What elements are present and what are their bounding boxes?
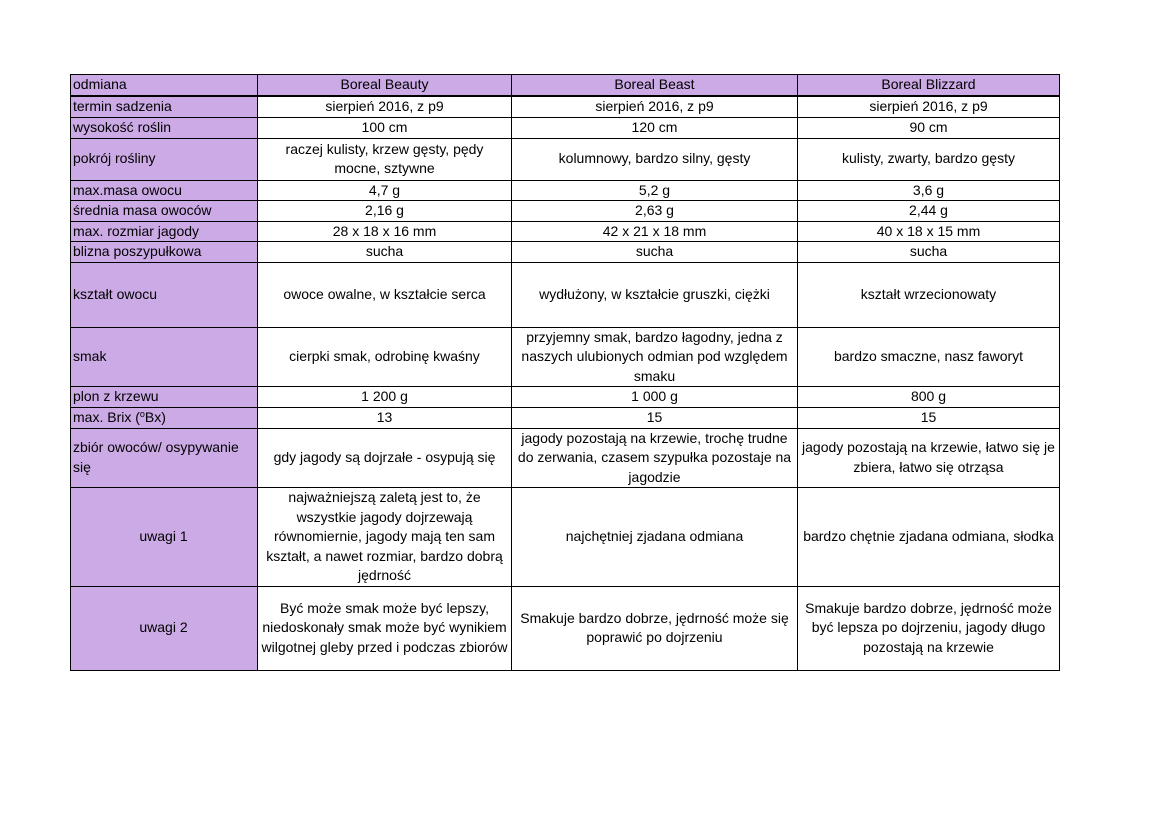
table-cell: 15 bbox=[798, 407, 1060, 428]
table-cell: 40 x 18 x 15 mm bbox=[798, 221, 1060, 242]
table-cell: raczej kulisty, krzew gęsty, pędy mocne, sztywne bbox=[258, 138, 512, 180]
table-row bbox=[71, 96, 1060, 118]
table-row bbox=[71, 327, 1060, 387]
table-row bbox=[71, 262, 1060, 327]
row-label: uwagi 2 bbox=[71, 586, 258, 670]
row-label: blizna poszypułkowa bbox=[71, 242, 258, 263]
table-row bbox=[71, 387, 1060, 408]
table-cell: 3,6 g bbox=[798, 180, 1060, 201]
table-row bbox=[71, 180, 1060, 201]
table-cell: 15 bbox=[512, 407, 798, 428]
table-cell: przyjemny smak, bardzo łagodny, jedna z naszych ulubionych odmian pod względem smaku bbox=[512, 327, 798, 387]
comparison-table bbox=[70, 74, 1060, 671]
table-cell: 13 bbox=[258, 407, 512, 428]
header-variety-beast: Boreal Beast bbox=[512, 75, 798, 96]
table-cell: 1 000 g bbox=[512, 387, 798, 408]
brix-label-prefix: max. Brix ( bbox=[73, 408, 140, 425]
degree-superscript: o bbox=[139, 408, 145, 419]
table-cell: 28 x 18 x 16 mm bbox=[258, 221, 512, 242]
table-cell: bardzo chętnie zjadana odmiana, słodka bbox=[798, 488, 1060, 587]
header-variety-beauty: Boreal Beauty bbox=[258, 75, 512, 96]
table-row bbox=[71, 118, 1060, 139]
table-cell: 2,44 g bbox=[798, 201, 1060, 222]
row-label: wysokość roślin bbox=[71, 118, 258, 139]
table-cell: sucha bbox=[258, 242, 512, 263]
table-cell: cierpki smak, odrobinę kwaśny bbox=[258, 327, 512, 387]
table-row bbox=[71, 242, 1060, 263]
table-cell: gdy jagody są dojrzałe - osypują się bbox=[258, 428, 512, 488]
table-cell: Smakuje bardzo dobrze, jędrność może się poprawić po dojrzeniu bbox=[512, 586, 798, 670]
table-cell: 42 x 21 x 18 mm bbox=[512, 221, 798, 242]
brix-label-suffix: Bx) bbox=[144, 408, 166, 425]
table-row bbox=[71, 201, 1060, 222]
header-label-cell: odmiana bbox=[71, 75, 258, 96]
table-row bbox=[71, 138, 1060, 180]
table-cell: sierpień 2016, z p9 bbox=[512, 96, 798, 118]
table-cell: najchętniej zjadana odmiana bbox=[512, 488, 798, 587]
row-label: smak bbox=[71, 327, 258, 387]
table-cell: sucha bbox=[798, 242, 1060, 263]
table-cell: sierpień 2016, z p9 bbox=[258, 96, 512, 118]
table-row bbox=[71, 407, 1060, 428]
table-row bbox=[71, 221, 1060, 242]
table-cell: Być może smak może być lepszy, niedoskonały smak może być wynikiem wilgotnej gleby przed i podczas zbiorów bbox=[258, 586, 512, 670]
row-label: uwagi 1 bbox=[71, 488, 258, 587]
table-cell: 100 cm bbox=[258, 118, 512, 139]
table-row bbox=[71, 488, 1060, 587]
row-label: termin sadzenia bbox=[71, 96, 258, 118]
table-cell: kulisty, zwarty, bardzo gęsty bbox=[798, 138, 1060, 180]
table-cell: Smakuje bardzo dobrze, jędrność może być lepsza po dojrzeniu, jagody długo pozostają na krzewie bbox=[798, 586, 1060, 670]
row-label: plon z krzewu bbox=[71, 387, 258, 408]
row-label-brix bbox=[71, 407, 258, 428]
table-cell: jagody pozostają na krzewie, łatwo się je zbiera, łatwo się otrząsa bbox=[798, 428, 1060, 488]
table-cell: kolumnowy, bardzo silny, gęsty bbox=[512, 138, 798, 180]
table-cell: 1 200 g bbox=[258, 387, 512, 408]
table-cell: 120 cm bbox=[512, 118, 798, 139]
table-cell: wydłużony, w kształcie gruszki, ciężki bbox=[512, 262, 798, 327]
table-cell: bardzo smaczne, nasz faworyt bbox=[798, 327, 1060, 387]
row-label: max. rozmiar jagody bbox=[71, 221, 258, 242]
row-label: zbiór owoców/ osypywanie się bbox=[71, 428, 258, 488]
table-cell: 800 g bbox=[798, 387, 1060, 408]
table-cell: 4,7 g bbox=[258, 180, 512, 201]
row-label: max.masa owocu bbox=[71, 180, 258, 201]
table-cell: sucha bbox=[512, 242, 798, 263]
table-cell: owoce owalne, w kształcie serca bbox=[258, 262, 512, 327]
header-row bbox=[71, 75, 1060, 96]
table-cell: jagody pozostają na krzewie, trochę trudne do zerwania, czasem szypułka pozostaje na jagodzie bbox=[512, 428, 798, 488]
table-cell: sierpień 2016, z p9 bbox=[798, 96, 1060, 118]
table-cell: najważniejszą zaletą jest to, że wszystkie jagody dojrzewają równomiernie, jagody mają ten sam kształt, a nawet rozmiar, bardzo dobrą jędrność bbox=[258, 488, 512, 587]
table-cell: 2,16 g bbox=[258, 201, 512, 222]
table-row bbox=[71, 428, 1060, 488]
row-label: średnia masa owoców bbox=[71, 201, 258, 222]
table-cell: 2,63 g bbox=[512, 201, 798, 222]
table-cell: 90 cm bbox=[798, 118, 1060, 139]
row-label: kształt owocu bbox=[71, 262, 258, 327]
table-cell: kształt wrzecionowaty bbox=[798, 262, 1060, 327]
header-variety-blizzard: Boreal Blizzard bbox=[798, 75, 1060, 96]
table-cell: 5,2 g bbox=[512, 180, 798, 201]
table-row bbox=[71, 586, 1060, 670]
row-label: pokrój rośliny bbox=[71, 138, 258, 180]
